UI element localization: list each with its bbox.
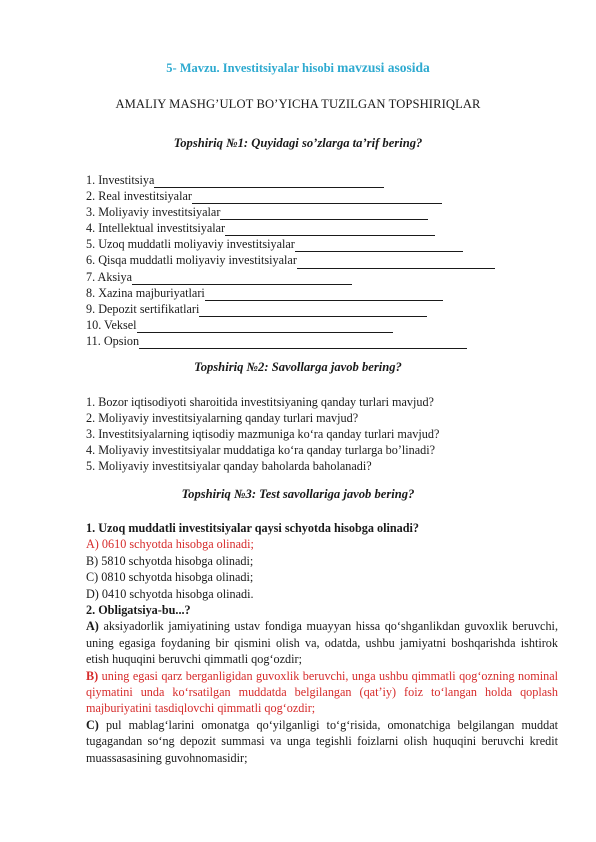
question-item: 1. Bozor iqtisodiyoti sharoitida investitsiyaning qanday turlari mavjud?: [86, 395, 434, 409]
answer-blank[interactable]: [205, 288, 443, 301]
test-option-a-correct[interactable]: A) 0610 schyotda hisobga olinadi;: [86, 537, 254, 552]
question-item: 2. Moliyaviy investitsiyalarning qanday turlari mavjud?: [86, 411, 359, 426]
test-q2-answers: [86, 618, 558, 766]
term-item: 10. Veksel: [86, 317, 495, 333]
question-item: 5. Moliyaviy investitsiyalar qanday baholarda baholanadi?: [86, 459, 372, 474]
term-item: 4. Intellektual investitsiyalar: [86, 220, 495, 236]
term-item: 2. Real investitsiyalar: [86, 188, 495, 204]
term-item: 9. Depozit sertifikatlari: [86, 301, 495, 317]
test-option-d[interactable]: D) 0410 schyotda hisobga olinadi.: [86, 586, 254, 601]
test-q2-option-b-correct[interactable]: B) uning egasi qarz berganligidan guvoxlik beruvchi, unga ushbu qimmatli qog‘ozning nominal qiymatini unda ko‘rsatilgan muddatda belgilangan (qat’iy) foiz to‘langan holda qoplash majburiyatini tasdiqlovchi qimmatli qog‘ozdir;: [86, 668, 558, 716]
answer-blank[interactable]: [132, 272, 352, 285]
test-question-2: 2. Obligatsiya-bu...?: [86, 602, 191, 617]
answer-blank[interactable]: [154, 175, 384, 188]
answer-blank[interactable]: [295, 239, 463, 252]
term-item: 7. Aksiya: [86, 269, 495, 285]
question-item: 4. Moliyaviy investitsiyalar muddatiga ko‘ra qanday turlarga bo’linadi?: [86, 443, 436, 458]
term-item: 6. Qisqa muddatli moliyaviy investitsiyalar: [86, 252, 495, 268]
task3-heading: Topshiriq №3: Test savollariga javob bering?: [181, 487, 415, 501]
term-item: 8. Xazina majburiyatlari: [86, 285, 495, 301]
test-option-c[interactable]: C) 0810 schyotda hisobga olinadi;: [86, 570, 254, 585]
topic-title-tail: mavzusi asosida: [337, 60, 430, 75]
test-q2-option-a[interactable]: A) aksiyadorlik jamiyatining ustav fondiga muayyan hissa qo‘shganlikdan guvoxlik beruvchi, uning egasiga foydaning bir qismini olish va, odatda, ushbu jamiyatni boshqarishda ishtirok etish huquqini beruvchi qimmatli qog‘ozdir;: [86, 619, 558, 667]
answer-blank[interactable]: [220, 207, 428, 220]
task1-heading: Topshiriq №1: Quyidagi so’zlarga ta’rif bering?: [173, 136, 423, 150]
test-q2-option-c[interactable]: C) pul mablag‘larini omonatga qo‘yilganligi to‘g‘risida, omonatchiga belgilangan muddat tugagandan so‘ng depozit summasi va unga tegishli foizlarni olish huquqini beruvchi kredit muassasasining guvohnomasidir;: [86, 717, 558, 765]
test-question-1: 1. Uzoq muddatli investitsiyalar qaysi schyotda hisobga olinadi?: [86, 521, 419, 535]
test-option-b[interactable]: B) 5810 schyotda hisobga olinadi;: [86, 553, 254, 568]
term-item: 11. Opsion: [86, 333, 495, 349]
answer-blank[interactable]: [139, 336, 467, 349]
task1-term-list: [86, 172, 495, 349]
answer-blank[interactable]: [297, 256, 495, 269]
term-item: 5. Uzoq muddatli moliyaviy investitsiyalar: [86, 236, 495, 252]
term-item: 3. Moliyaviy investitsiyalar: [86, 204, 495, 220]
task2-heading: Topshiriq №2: Savollarga javob bering?: [194, 360, 402, 374]
term-item: 1. Investitsiya: [86, 172, 495, 188]
task3-test: [86, 520, 558, 766]
document-subtitle: AMALIY MASHG’ULOT BO’YICHA TUZILGAN TOPSHIRIQLAR: [115, 97, 481, 111]
topic-title-main: 5- Mavzu. Investitsiyalar hisobi: [166, 61, 335, 75]
answer-blank[interactable]: [225, 223, 435, 236]
task2-question-list: [86, 394, 439, 474]
answer-blank[interactable]: [199, 304, 427, 317]
topic-title: [0, 60, 596, 76]
answer-blank[interactable]: [137, 320, 393, 333]
question-item: 3. Investitsiyalarning iqtisodiy mazmuniga ko‘ra qanday turlari mavjud?: [86, 427, 440, 442]
answer-blank[interactable]: [192, 191, 442, 204]
